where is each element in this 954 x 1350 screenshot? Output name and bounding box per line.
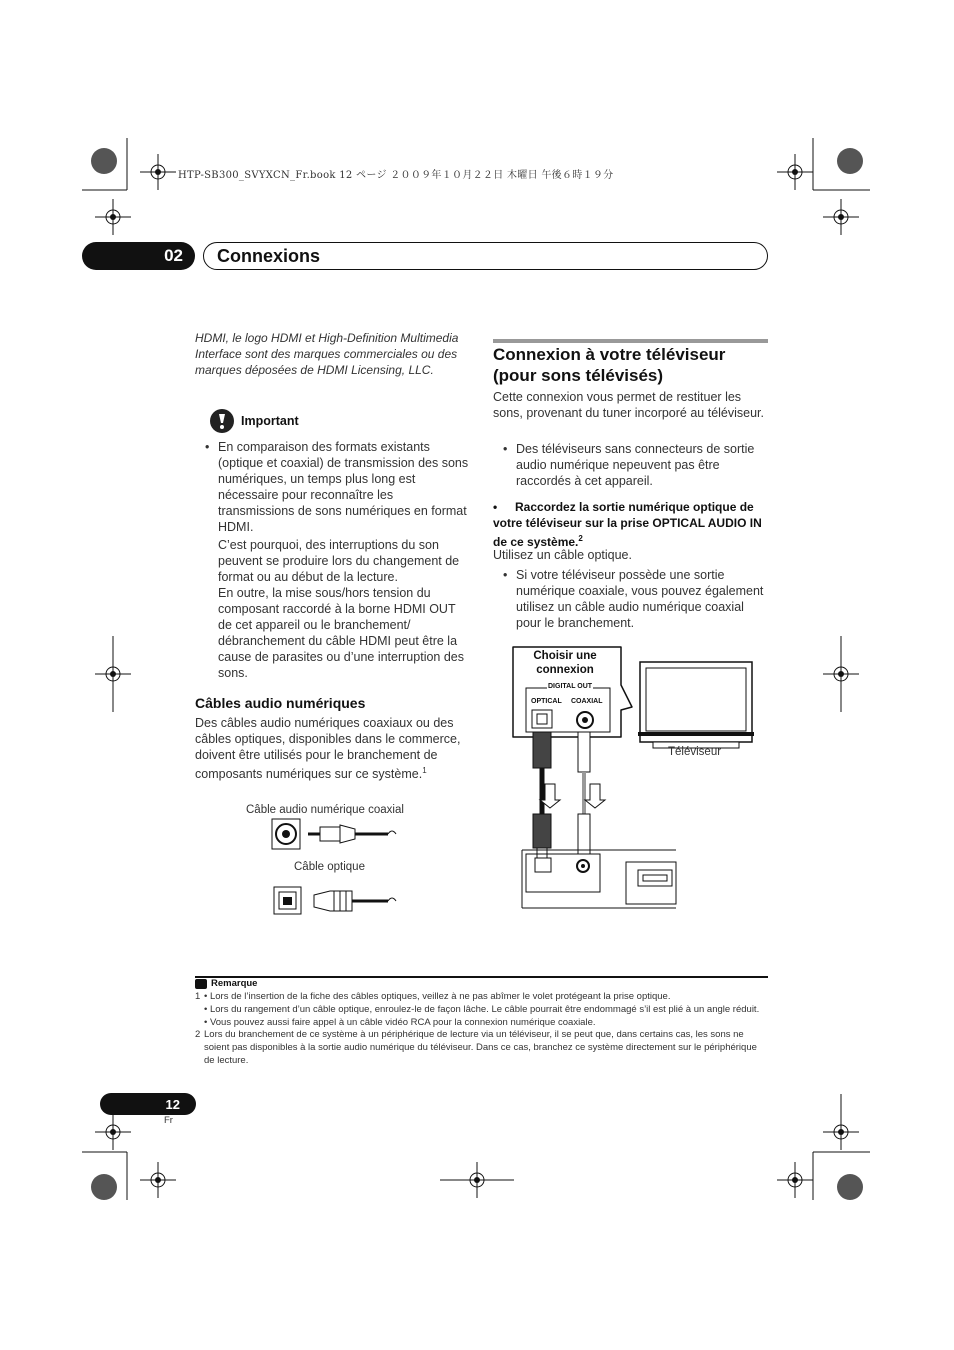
section-rule: [493, 339, 768, 343]
digital-out-label: DIGITAL OUT: [548, 683, 593, 690]
important-paragraph-3: En outre, la mise sous/hors tension du composant raccordé à la borne HDMI OUT de cet appareil ou le branchement/ débranchement du câble HDMI peut être la cause de parasites ou d’une interruption des sons.: [218, 586, 464, 680]
optical-cable-illustration: [270, 885, 400, 919]
page-language: Fr: [164, 1115, 173, 1126]
important-bullet: • En comparaison des formats existants (optique et coaxial) de transmission des sons numériques, un temps plus long est nécessaire pour reconnaître les transmissions de sons numériques en format HDMI. C’est pourquoi, des interruptions du son peuvent se produire lors du changement de format ou au début de la lecture. En outre, la mise sous/hors tension du composant raccordé à la borne HDMI OUT de cet appareil ou le branchement/ débranchement du câble HDMI peut être la cause de parasites ou d’une interruption des sons.: [205, 440, 469, 680]
important-paragraph-1: En comparaison des formats existants (optique et coaxial) de transmission des sons numériques, un temps plus long est nécessaire pour reconnaître les transmissions de sons numériques en format HDMI.: [218, 440, 469, 534]
coax-caption: Câble audio numérique coaxial: [246, 804, 404, 816]
important-label: Important: [241, 414, 299, 428]
chapter-title: Connexions: [203, 242, 768, 270]
note-1a: 1 • Lors de l’insertion de la fiche des câbles optiques, veillez à ne pas abîmer le volet protégeant la prise optique.: [195, 991, 671, 1002]
coaxial-jack-label: COAXIAL: [571, 698, 603, 705]
tv-label: Téléviseur: [668, 746, 722, 758]
page-number: 12: [100, 1093, 196, 1115]
step-sub: Utilisez un câble optique.: [493, 548, 632, 562]
notes-rule: [195, 976, 768, 978]
intro-paragraph: Cette connexion vous permet de restituer les sons, provenant du tuner incorporé au téléviseur.: [493, 390, 765, 420]
choose-connection-label: Choisir une connexion: [533, 650, 597, 676]
optical-caption: Câble optique: [294, 861, 365, 873]
note-1c: • Vous pouvez aussi faire appel à un câble vidéo RCA pour la connexion numérique coaxiale.: [204, 1016, 596, 1028]
hdmi-trademark-note: HDMI, le logo HDMI et High-Definition Multimedia Interface sont des marques commerciales ou des marques déposées de HDMI Licensing, LLC.: [195, 331, 459, 377]
remarque-icon: [195, 979, 207, 989]
remarque-label: Remarque: [211, 978, 258, 989]
coaxial-cable-illustration: [270, 817, 400, 853]
cables-heading: Câbles audio numériques: [195, 695, 366, 711]
important-paragraph-2: C’est pourquoi, des interruptions du son peuvent se produire lors du changement de format ou au début de la lecture.: [218, 538, 460, 584]
cables-paragraph: Des câbles audio numériques coaxiaux ou des câbles optiques, disponibles dans le commerce, doivent être utilisés pour le branchement de composants numériques sur ce système.$^1$: [195, 716, 461, 782]
notes-block: [195, 991, 770, 1068]
note-2: 2 Lors du branchement de ce système à un périphérique de lecture via un téléviseur, il se peut que, dans certains cas, les sons ne soient pas disponibles à la sortie audio numérique du téléviseur. Dans ce cas, branchez ce système directement sur le périphérique de lecture.: [195, 1029, 757, 1066]
optical-jack-label: OPTICAL: [531, 698, 562, 705]
chapter-number: 02: [82, 242, 195, 270]
section-heading: Connexion à votre téléviseur (pour sons télévisés): [493, 345, 726, 385]
note-1b: • Lors du rangement d’un câble optique, enroulez-le de façon lâche. Le câble pourrait être endommagé s’il est plié à un angle réduit.: [204, 1003, 760, 1015]
file-header: HTP-SB300_SVYXCN_Fr.book 12 ページ ２００９年１０月２２日 木曜日 午後６時１９分: [178, 170, 614, 181]
step-instruction: • Raccordez la sortie numérique optique de votre téléviseur sur la prise OPTICAL AUDIO IN de ce système.$^2$: [493, 500, 762, 549]
important-icon: [210, 409, 234, 433]
coaxial-alternative-bullet: • Si votre téléviseur possède une sortie numérique coaxiale, vous pouvez également utilisez un câble audio numérique coaxial pour le branchement.: [503, 568, 764, 630]
no-digital-out-bullet: • Des téléviseurs sans connecteurs de sortie audio numérique nepeuvent pas être raccordés à cet appareil.: [503, 442, 755, 488]
